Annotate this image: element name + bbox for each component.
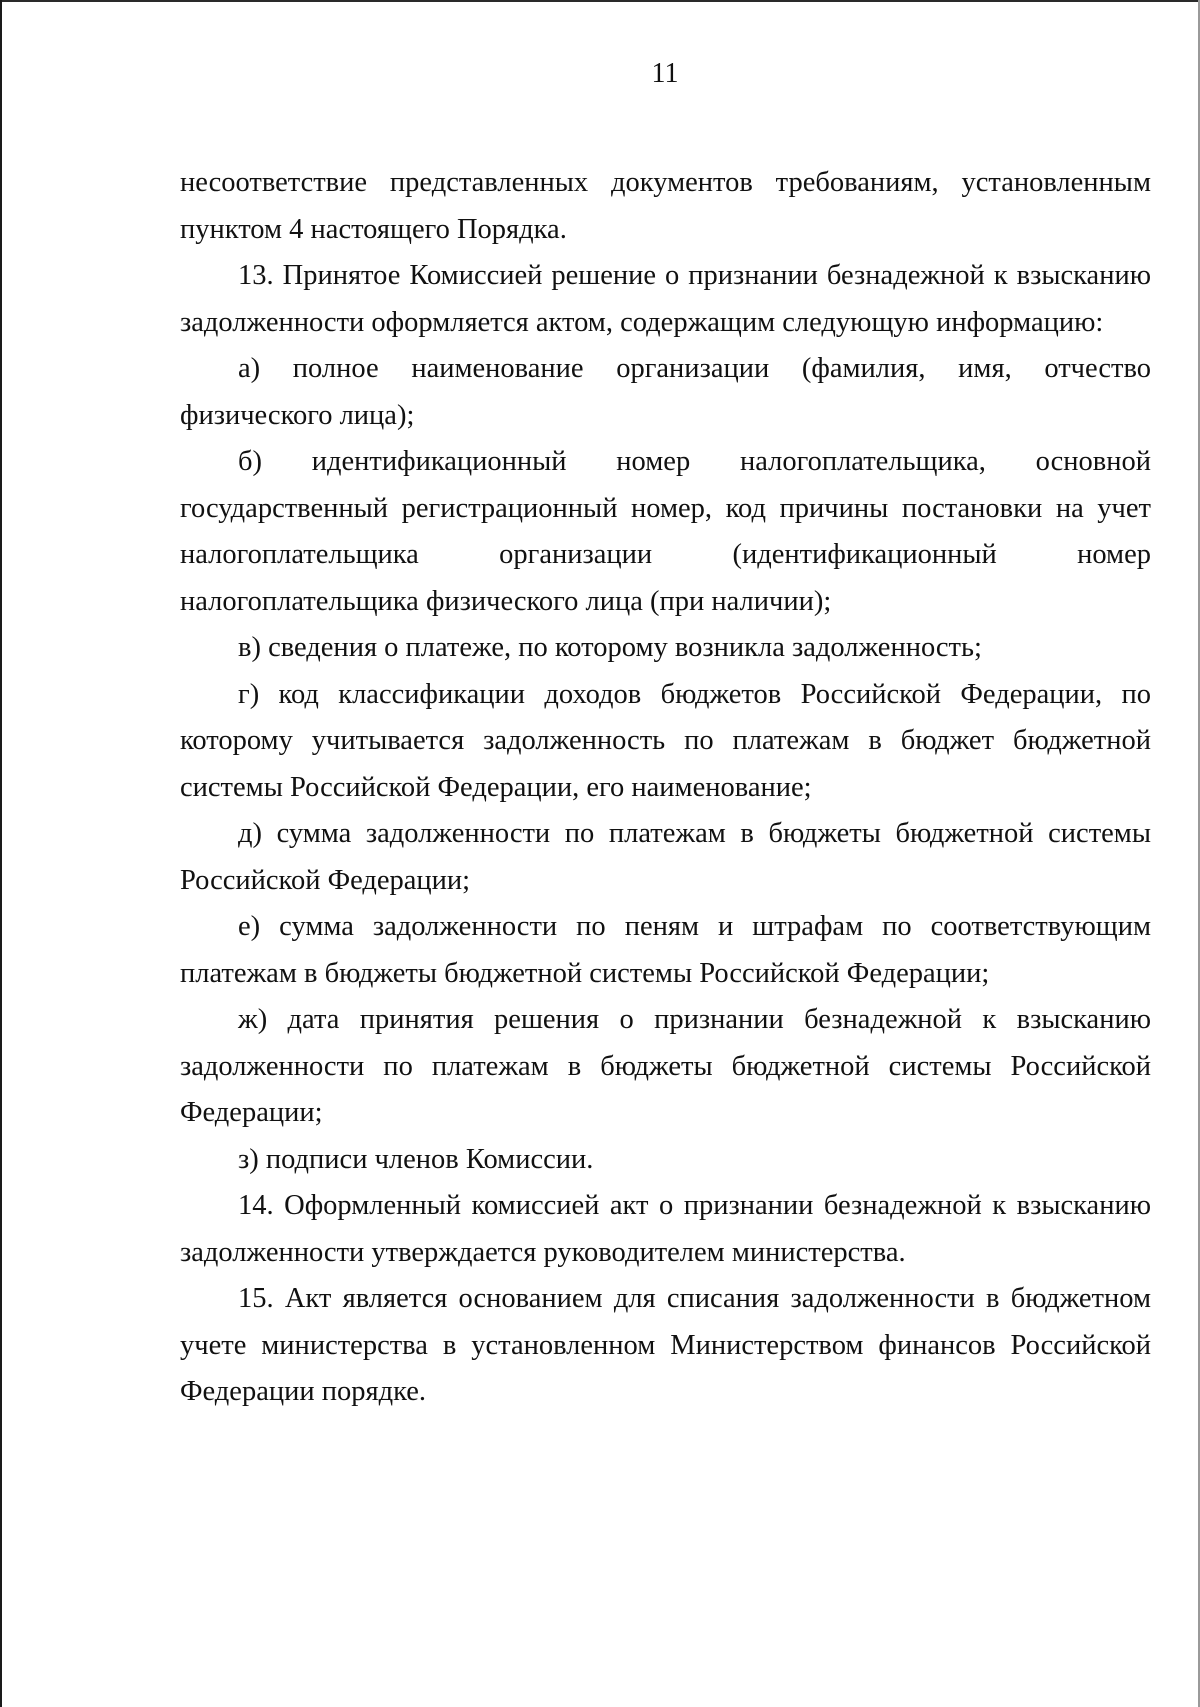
paragraph-15: 15. Акт является основанием для списания задолженности в бюджетном учете министерства в установленном Министерством финансов Российской Федерации порядке. (180, 1283, 1151, 1407)
paragraph-continuation: несоответствие представленных документов требованиям, установленным пунктом 4 настоящего Порядка. (180, 167, 1151, 245)
list-item-zh: ж) дата принятия решения о признании безнадежной к взысканию задолженности по платежам в бюджеты бюджетной системы Российской Федерации; (180, 1004, 1151, 1128)
list-item-g: г) код классификации доходов бюджетов Российской Федерации, по которому учитывается задолженность по платежам в бюджет бюджетной системы Российской Федерации, его наименование; (180, 678, 1151, 803)
list-item-d: д) сумма задолженности по платежам в бюджеты бюджетной системы Российской Федерации; (180, 818, 1151, 896)
list-item-v: в) сведения о платеже, по которому возникла задолженность; (238, 632, 982, 663)
paragraph-13: 13. Принятое Комиссией решение о признании безнадежной к взысканию задолженности оформляется актом, содержащим следующую информацию: (180, 260, 1151, 338)
list-item-z: з) подписи членов Комиссии. (238, 1143, 594, 1175)
list-item-a: а) полное наименование организации (фамилия, имя, отчество физического лица); (180, 353, 1151, 431)
list-item-b: б) идентификационный номер налогоплательщика, основной государственный регистрационный номер, код причины постановки на учет налогоплательщика организации (идентификационный номер налогоплательщика физического лица (при наличии); (180, 446, 1151, 617)
document-body (180, 160, 1151, 1416)
scan-edge-top (0, 0, 1200, 2)
scan-edge-left (0, 0, 2, 1707)
page-number: 11 (651, 58, 679, 89)
paragraph-14: 14. Оформленный комиссией акт о признании безнадежной к взысканию задолженности утверждается руководителем министерства. (180, 1190, 1151, 1268)
list-item-e: е) сумма задолженности по пеням и штрафам по соответствующим платежам в бюджеты бюджетной системы Российской Федерации; (180, 911, 1151, 989)
